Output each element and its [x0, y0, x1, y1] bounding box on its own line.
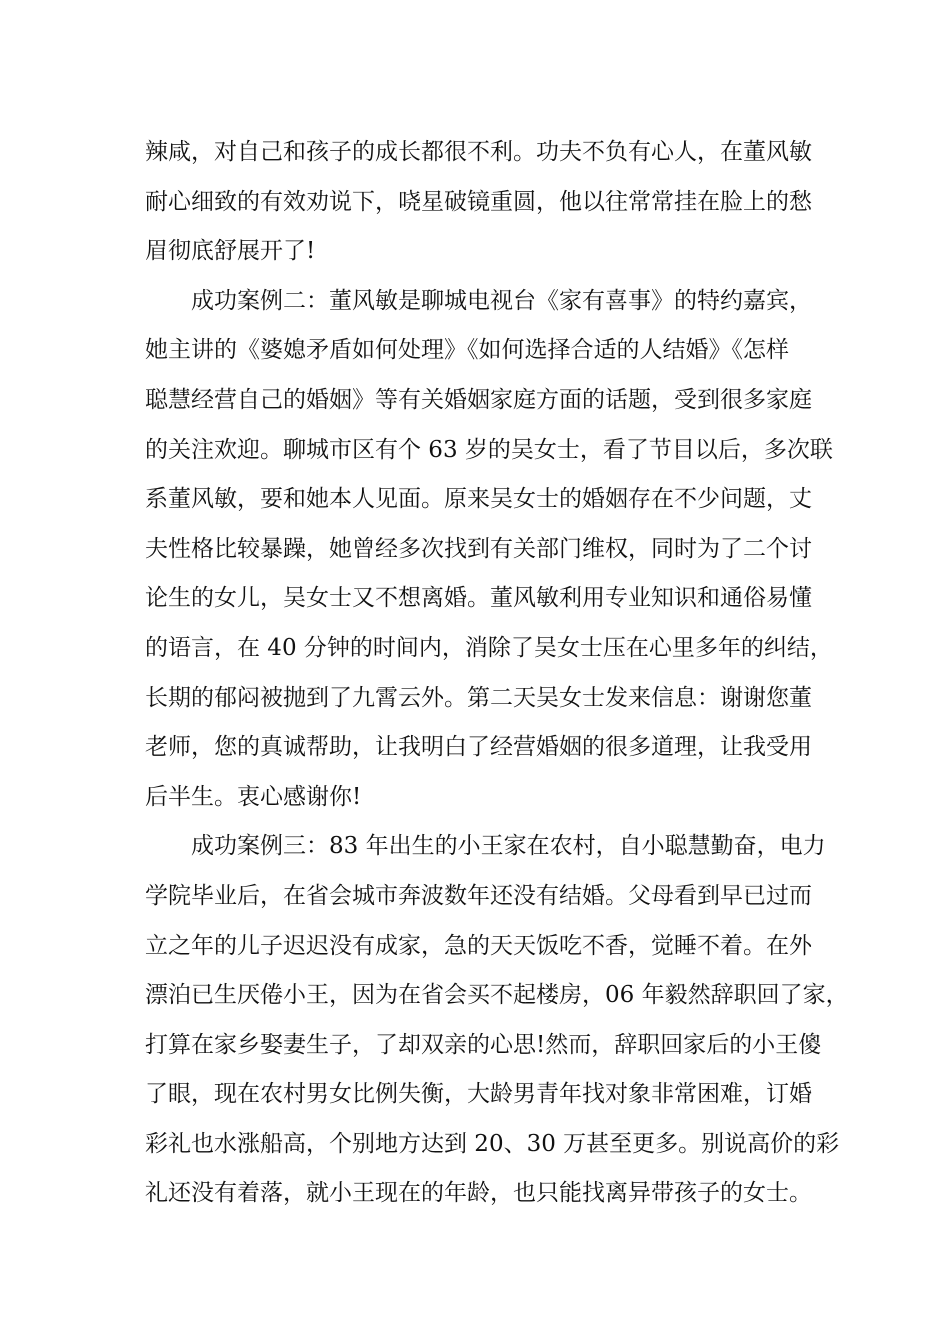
- paragraph-case-two: [145, 277, 833, 823]
- text-line: 长期的郁闷被抛到了九霄云外。第二天吴女士发来信息：谢谢您董: [145, 684, 812, 711]
- text-line: 辣咸，对自己和孩子的成长都很不利。功夫不负有心人，在董风敏: [145, 139, 812, 165]
- text-line: 打算在家乡娶妻生子，了却双亲的心思!然而，辞职回家后的小王傻: [145, 1031, 822, 1058]
- document-body: [145, 128, 849, 1219]
- paragraph-case-three: [145, 822, 849, 1219]
- text-line: 学院毕业后，在省会城市奔波数年还没有结婚。父母看到早已过而: [145, 882, 812, 909]
- text-line: 后半生。衷心感谢你!: [145, 783, 362, 810]
- text-line: 她主讲的《婆媳矛盾如何处理》《如何选择合适的人结婚》《怎样: [145, 337, 789, 364]
- text-line: 彩礼也水涨船高，个别地方达到 20、30 万甚至更多。别说高价的彩: [145, 1130, 840, 1157]
- text-line: 眉彻底舒展开了!: [145, 238, 316, 265]
- text-line: 论生的女儿，吴女士又不想离婚。董风敏利用专业知识和通俗易懂: [145, 585, 812, 612]
- text-line: 的语言，在 40 分钟的时间内，消除了吴女士压在心里多年的纠结，: [145, 634, 833, 661]
- text-line: 老师，您的真诚帮助，让我明白了经营婚姻的很多道理，让我受用: [145, 734, 812, 761]
- text-line: 成功案例三：83 年出生的小王家在农村，自小聪慧勤奋，电力: [191, 833, 826, 860]
- text-line: 聪慧经营自己的婚姻》等有关婚姻家庭方面的话题，受到很多家庭: [145, 386, 812, 413]
- text-line: 礼还没有着落，就小王现在的年龄，也只能找离异带孩子的女士。: [145, 1180, 812, 1207]
- text-line: 系董风敏，要和她本人见面。原来吴女士的婚姻存在不少问题，丈: [145, 486, 812, 513]
- text-line: 的关注欢迎。聊城市区有个 63 岁的吴女士，看了节目以后，多次联: [145, 436, 833, 463]
- text-line: 了眼，现在农村男女比例失衡，大龄男青年找对象非常困难，订婚: [145, 1081, 812, 1108]
- text-line: 夫性格比较暴躁，她曾经多次找到有关部门维权，同时为了二个讨: [145, 535, 812, 562]
- text-line: 耐心细致的有效劝说下，哓星破镜重圆，他以往常常挂在脸上的愁: [145, 188, 812, 215]
- text-line: 成功案例二：董风敏是聊城电视台《家有喜事》的特约嘉宾，: [191, 287, 812, 314]
- text-line: 漂泊已生厌倦小王，因为在省会买不起楼房，06 年毅然辞职回了家，: [145, 982, 849, 1009]
- text-line: 立之年的儿子迟迟没有成家，急的天天饭吃不香，觉睡不着。在外: [145, 932, 812, 959]
- paragraph-continuation: [145, 128, 815, 277]
